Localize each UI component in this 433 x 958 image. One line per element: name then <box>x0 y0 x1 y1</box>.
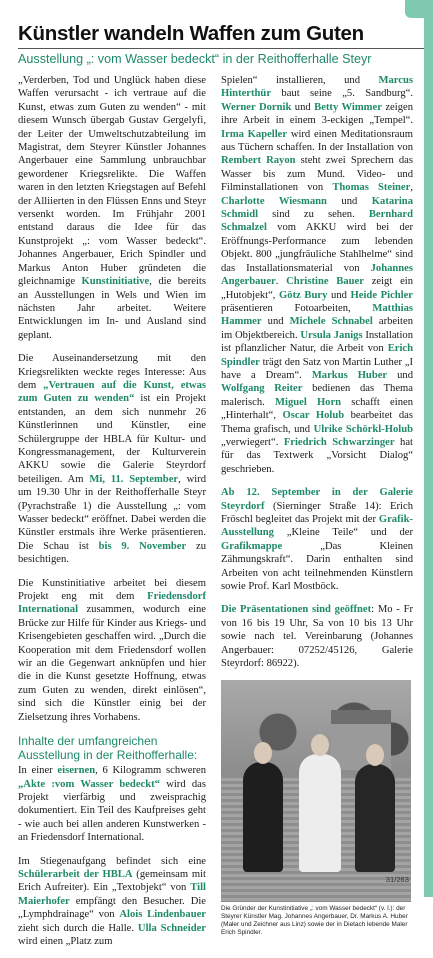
photo-person-middle <box>299 754 341 872</box>
highlight-opening-date: Mi, 11. September <box>89 473 179 485</box>
paragraph-opening-hours: Die Präsentationen sind geöffnet: Mo - Fr von 16 bis 19 Uhr, Sa von 10 bis 13 Uhr sowie nach tel. Vereinbarung (Johannes Angerbauer: 07252/45126, Galerie Steyrdorf: 86922). <box>221 604 413 670</box>
photo-person-right <box>355 764 395 872</box>
section-heading: Inhalte der umfangreichen Ausstellung in der Reithofferhalle: <box>18 734 198 763</box>
highlight-kunstinitiative: Kunstinitiative <box>81 276 150 288</box>
photo-person-left <box>243 762 283 872</box>
paragraph-artists: Spielen“ installieren, und Marcus Hinterthür baut seine „5. Sandburg“. Werner Dornik und Betty Wimmer zeigen ihre Arbeit in einem 3-eckigen „Tempel“. Irma Kapeller wird einen Meditationsraum aus Tüchern schaffen. In der Installation von Rembert Rayon steht zwei Sprechern das Wasser bis zum Mund. Video- und Filminstallationen von Thomas Steiner, Charlotte Wiesmann und Katarina Schmidl sind zu sehen. Bernhard Schmalzel vom AKKU wird bei der Eröffnungs-Performance zum lebenden Objekt. 800 „jungfräuliche Stahlhelme“ sind das Installationsmaterial von Johannes Angerbauer. Christine Bauer zeigt ein „Hutobjekt“, Götz Bury und Heide Pichler präsentieren Fotoarbeiten, Matthias Hammer und Michele Schnabel arbeiten im Objektbereich. Ursula Janigs Installation ist pflanzlicher Natur, die Arbeit von Erich Spindler trägt den Satz von Martin Luther „I have a Dream“. Markus Huber und Wolfgang Reiter bedienen das Thema malerisch. Miguel Horn schafft einen „Hinterhalt“, Oscar Holub bearbeitet das Thema grafisch, und Ulrike Schörkl-Holub „verwiegert“. Friedrich Schwarzinger hat für das Textwerk „Vorsicht Dialog“ geschrieben. <box>221 75 414 475</box>
title-rule <box>18 48 424 49</box>
highlight-end-date: bis 9. November <box>98 540 187 552</box>
highlight-opening-hours: Die Präsentationen sind geöffnet <box>221 604 372 616</box>
paragraph-intro: „Verderben, Tod und Unglück haben diese Waffen verursacht - ich vertraue auf die Kunst, etwas zum Guten zu wenden“ - mit diesem Wunsch übergab Gustav Gergelyfi, der Leiter der Umweltschutzabteilung im Magistrat, dem Steyrer Künstler Johannes Angerbauer eine Sammlung unbrauchbar gewordener Kriegsrelikte. Die Waffen waren in den letzten Kriegstagen auf Befehl der Alliierten in den Flüssen Enns und Steyr versenkt worden. Im Frühjahr 2001 entstand daraus die Idee für das Kunstprojekt „: vom Wasser bedeckt“. Johannes Angerbauer, Erich Spindler und Markus Anton Huber gründeten die gleichnamige Kunstinitiative, die bereits an Ausstellungen in Wels und Wien im nächsten Jahr arbeitet. Weitere Entwicklungen im In- und Ausland sind geplant. <box>18 75 206 341</box>
photo-caption: Die Gründer der Kunstinitiative „: vom Wasser bedeckt“ (v. l.): der Steyrer Künstler Mag. Johannes Angerbauer, Dr. Markus A. Huber (Maler und Zeichner aus Linz) sowie der in Dietach lebende Maler Erich Spindler. <box>221 905 408 936</box>
paragraph-project: Die Auseinandersetzung mit den Kriegsrelikten weckte reges Interesse: Aus dem „Vertrauen auf die Kunst, etwas zum Guten zu wenden“ ist ein Projekt entstanden, an dem sich nunmehr 26 Künstlerinnen und Künstler, eine Schülergruppe der HBLA für Kultur- und Kongressmanagement, der Kulturverein AKKU sowie die Galerie Steyrdorf beteiligen. Am Mi, 11. September, wird um 19.30 Uhr in der Reithofferhalle Steyr (Pyrachstraße 1) die Ausstellung „: vom Wasser bedeckt“ eröffnet. Dabei werden die Künstler erstmals ihre Werke präsentieren. Die Schau ist bis 9. November zu besichtigen. <box>18 353 206 566</box>
page-number: 31/263 <box>385 875 409 884</box>
column-left <box>18 74 206 958</box>
article-subtitle: Ausstellung „: vom Wasser bedeckt“ in der Reithofferhalle Steyr <box>18 52 372 66</box>
highlight-friedensdorf: Friedensdorf International <box>18 591 206 616</box>
paragraph-stiegenaufgang: Im Stiegenaufgang befindet sich eine Schülerarbeit der HBLA (gemeinsam mit Erich Aufreiter). Ein „Textobjekt“ von Till Maierhofer empfängt den Besucher. Die „Lymphdrainage“ von Alois Lindenbauer zieht sich durch die Halle. Ulla Schneider wird einen „Platz zum <box>18 855 207 947</box>
column-right <box>221 74 413 937</box>
paragraph-galerie: Ab 12. September in der Galerie Steyrdorf (Sierninger Straße 14): Erich Fröschl begleitet das Projekt mit der Grafik-Ausstellung „Kleine Teile“ und der Grafikmappe „Das Kleinen Zähmungskraft“. Darin enthalten sind Arbeiten von acht teilnehmenden Künstlern sowie Prof. Karl Mostböck. <box>221 487 413 593</box>
page-edge-stripe <box>424 0 433 897</box>
page-edge-tab <box>405 0 433 18</box>
paragraph-friedensdorf: Die Kunstinitiative arbeitet bei diesem Projekt eng mit dem Friedensdorf International zusammen, wodurch eine Brücke zur Hilfe für Kinder aus Kriegs- und Krisengebieten geschaffen wird. „Durch die Kooperation mit dem Friedensdorf wollen wir an die Gegenwart anknüpfen und hier die in die Kunst gesetzte Hoffnung, etwas zum Guten zu wenden, direkt einlösen“, sind sich die Künstler einig bei der Zielsetzung ihres Vorhabens. <box>18 577 206 723</box>
article-title: Künstler wandeln Waffen zum Guten <box>18 22 364 45</box>
highlight-quote: „Vertrauen auf die Kunst, etwas zum Guten zu wenden“ <box>18 379 206 405</box>
highlight-galerie-date: Ab 12. September in der Galerie Steyrdorf <box>221 487 413 512</box>
paragraph-akte: In einer eisernen, 6 Kilogramm schweren „Akte :vom Wasser bedeckt“ wird das Projekt vierfärbig und zweisprachig dokumentiert. Ein Teil des Kaufpreises geht - wie auch bei allen anderen Kunstwerken - an Friedensdorf International. <box>18 765 207 844</box>
founders-photo <box>221 680 411 902</box>
